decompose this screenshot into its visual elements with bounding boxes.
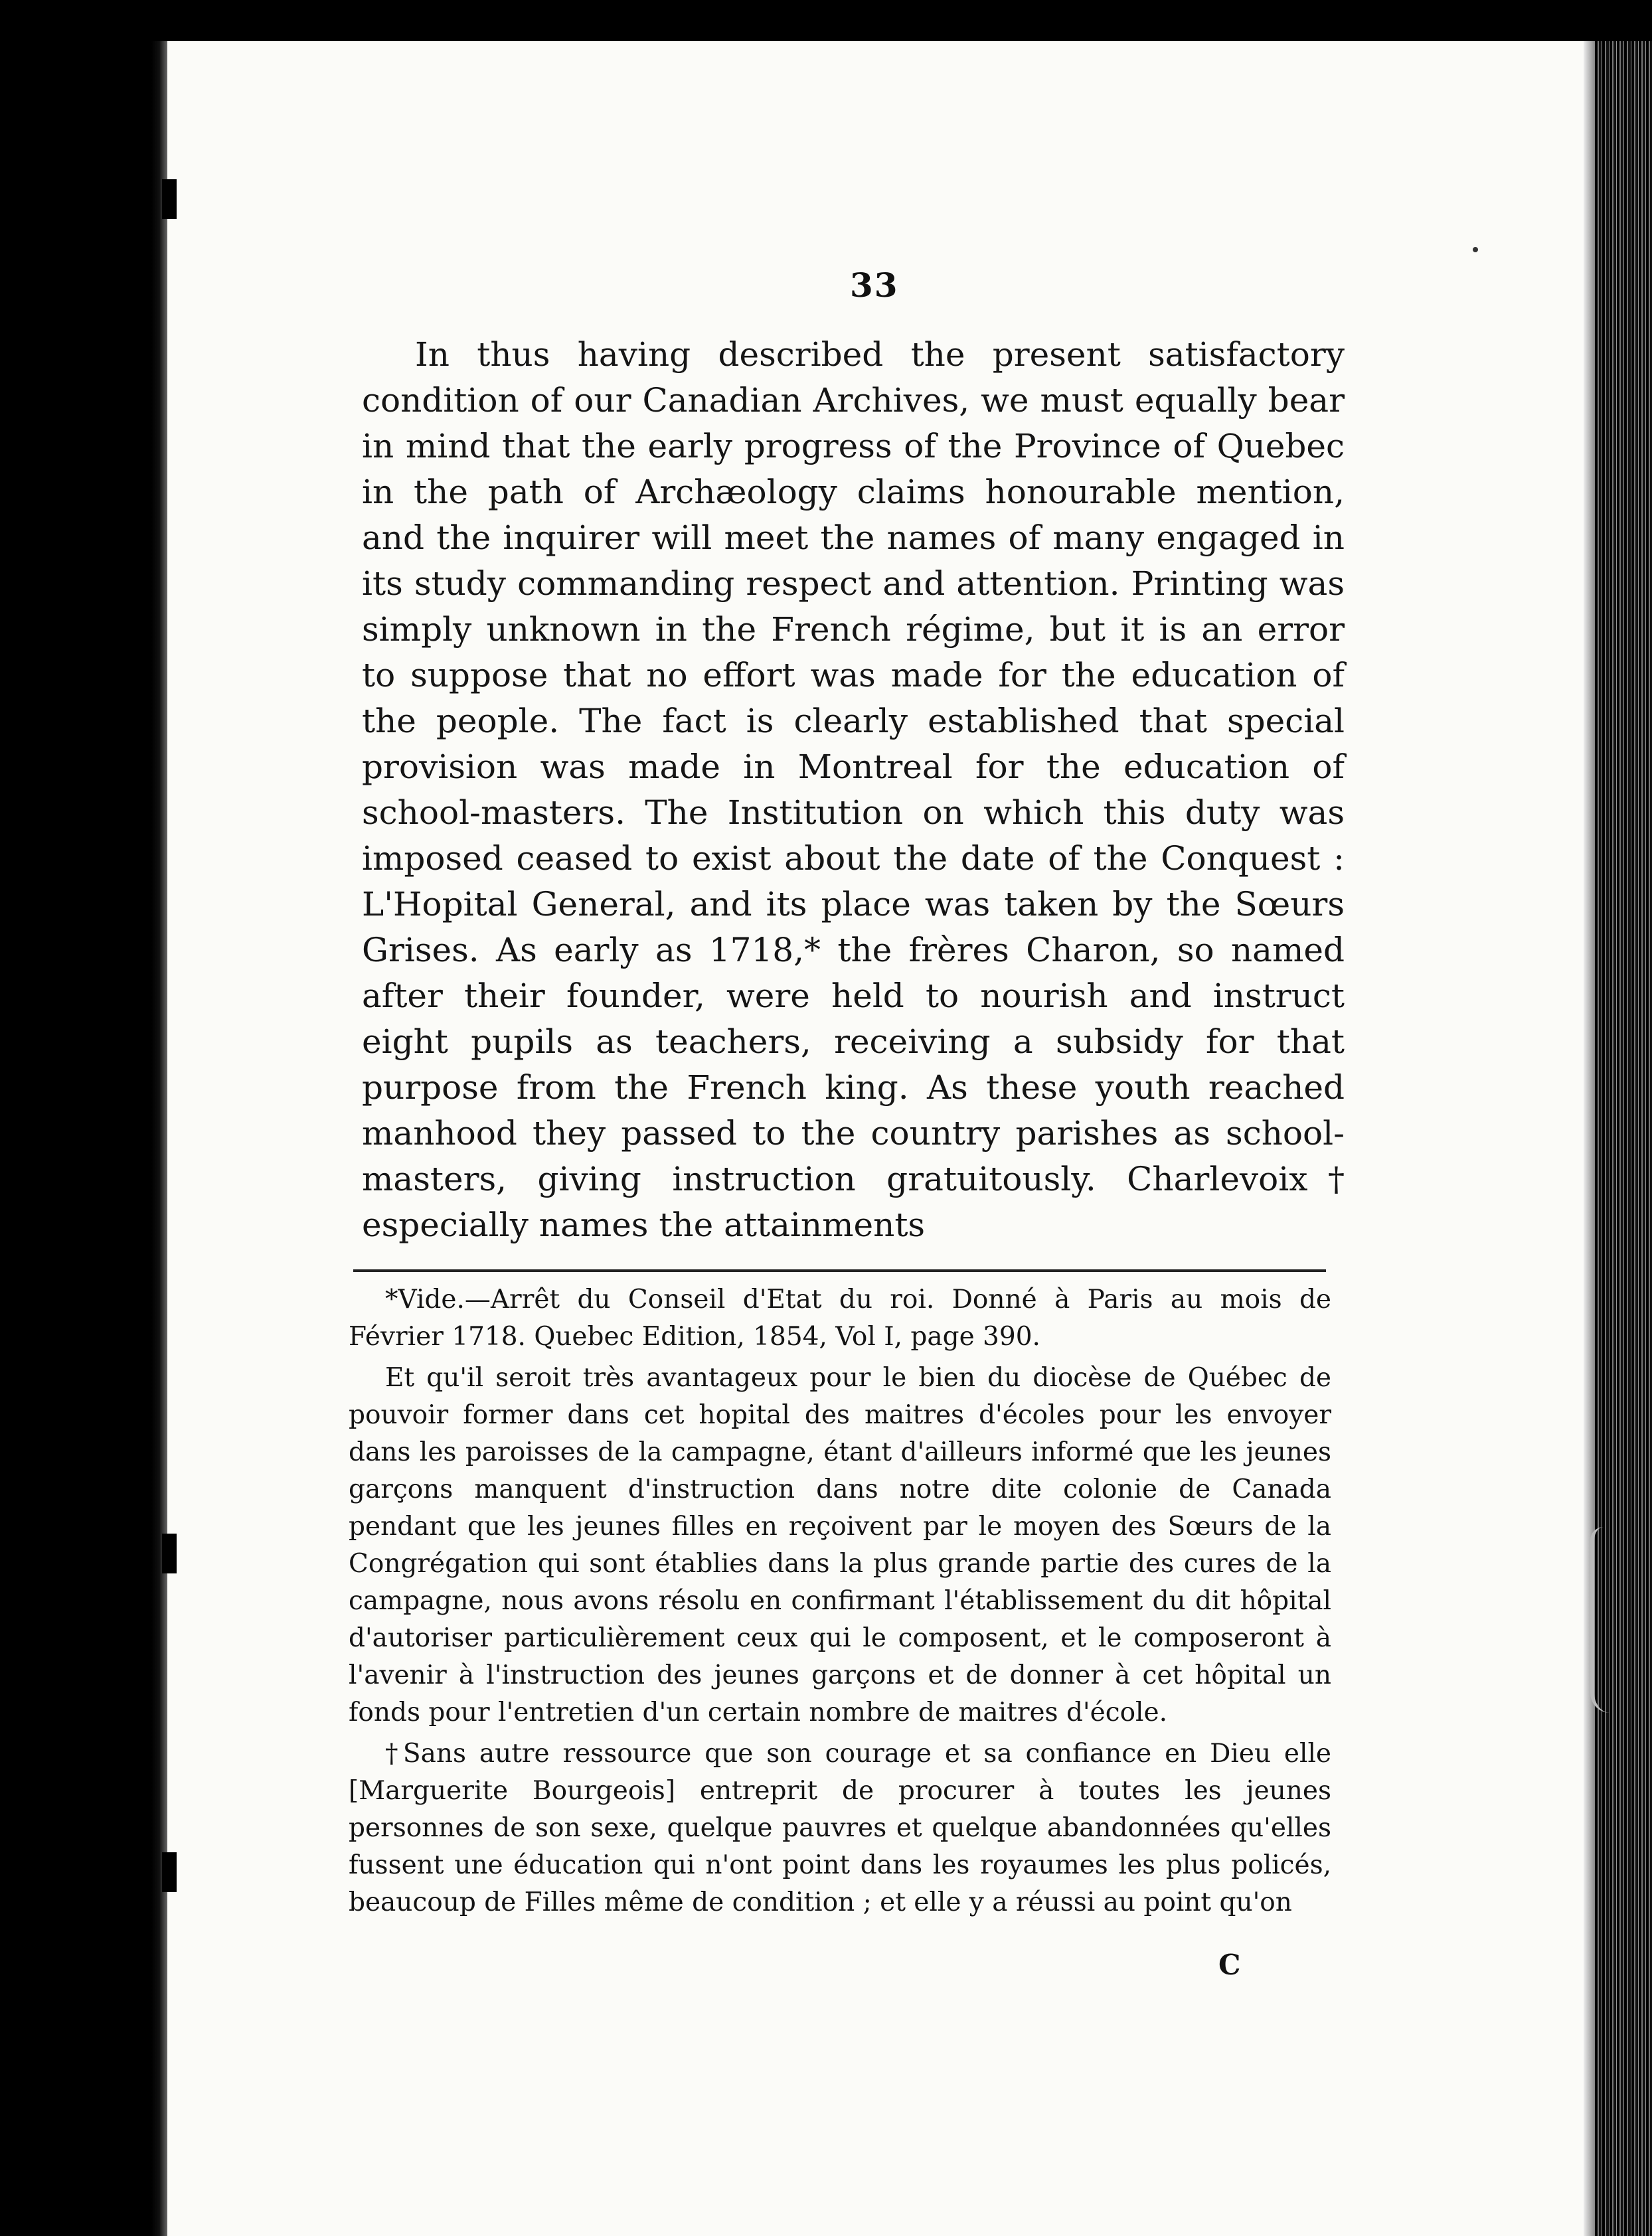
- footnote-quote: Et qu'il seroit très avantageux pour le bien du diocèse de Québec de pouvoir former dans cet hopital des maitres d'écoles pour les envoyer dans les paroisses de la campagne, étant d'ailleurs informé que les jeunes garçons manquent d'instruction dans notre dite colonie de Canada pendant que les jeunes filles en reçoivent par le moyen des Sœurs de la Congrégation qui sont établies dans la plus grande partie des cures de la campagne, nous avons résolu en confirmant l'établissement du dit hôpital d'autoriser particulièrement ceux qui le composent, et le composeront à l'avenir à l'instruction des jeunes garçons et de donner à cet hôpital un fonds pour l'entretien d'un certain nombre de maitres d'école.: [349, 1363, 1331, 1727]
- signature-mark: C: [1218, 1949, 1241, 1981]
- footnote-divider: [353, 1269, 1326, 1272]
- margin-stain: [1590, 1527, 1634, 1713]
- main-paragraph: In thus having described the present satisfactory condition of our Canadian Archives, we must equally bear in mind that the early progress of the Province of Quebec in the path of Archæology claims honourable mention, and the inquirer will meet the names of many engaged in its study commanding respect and attention. Printing was simply unknown in the French régime, but it is an error to suppose that no effort was made for the education of the people. The fact is clearly established that special provision was made in Montreal for the education of school-masters. The Institution on which this duty was imposed ceased to exist about the date of the Conquest : L'Hopital General, and its place was taken by the Sœurs Grises. As early as 1718,* the frères Charon, so named after their founder, were held to nourish and instruct eight pupils as teachers, receiving a subsidy for that purpose from the French king. As these youth reached manhood they passed to the country parishes as school-masters, giving instruction gratuitously. Charlevoix† especially names the attainments: [362, 335, 1345, 1244]
- binding-mark: [162, 1534, 177, 1573]
- binding-mark: [162, 1852, 177, 1892]
- paper-speck: [1473, 247, 1478, 252]
- footnote-dagger: †Sans autre ressource que son courage et sa confiance en Dieu elle [Marguerite Bourgeois] entreprit de procurer à toutes les jeunes personnes de son sexe, quelque pauvres et quelque abandonnées qu'elles fussent une éducation qui n'ont point dans les royaumes les plus policés, beaucoup de Filles même de condition ; et elle y a réussi au point qu'on: [349, 1739, 1331, 1917]
- page-number: 33: [850, 266, 899, 305]
- book-page-edges: [1595, 41, 1652, 2236]
- binding-mark: [162, 179, 177, 219]
- footnote-vide: *Vide.—Arrêt du Conseil d'Etat du roi. Donné à Paris au mois de Février 1718. Quebec Edition, 1854, Vol I, page 390.: [349, 1285, 1331, 1352]
- footnotes: [349, 1281, 1331, 1925]
